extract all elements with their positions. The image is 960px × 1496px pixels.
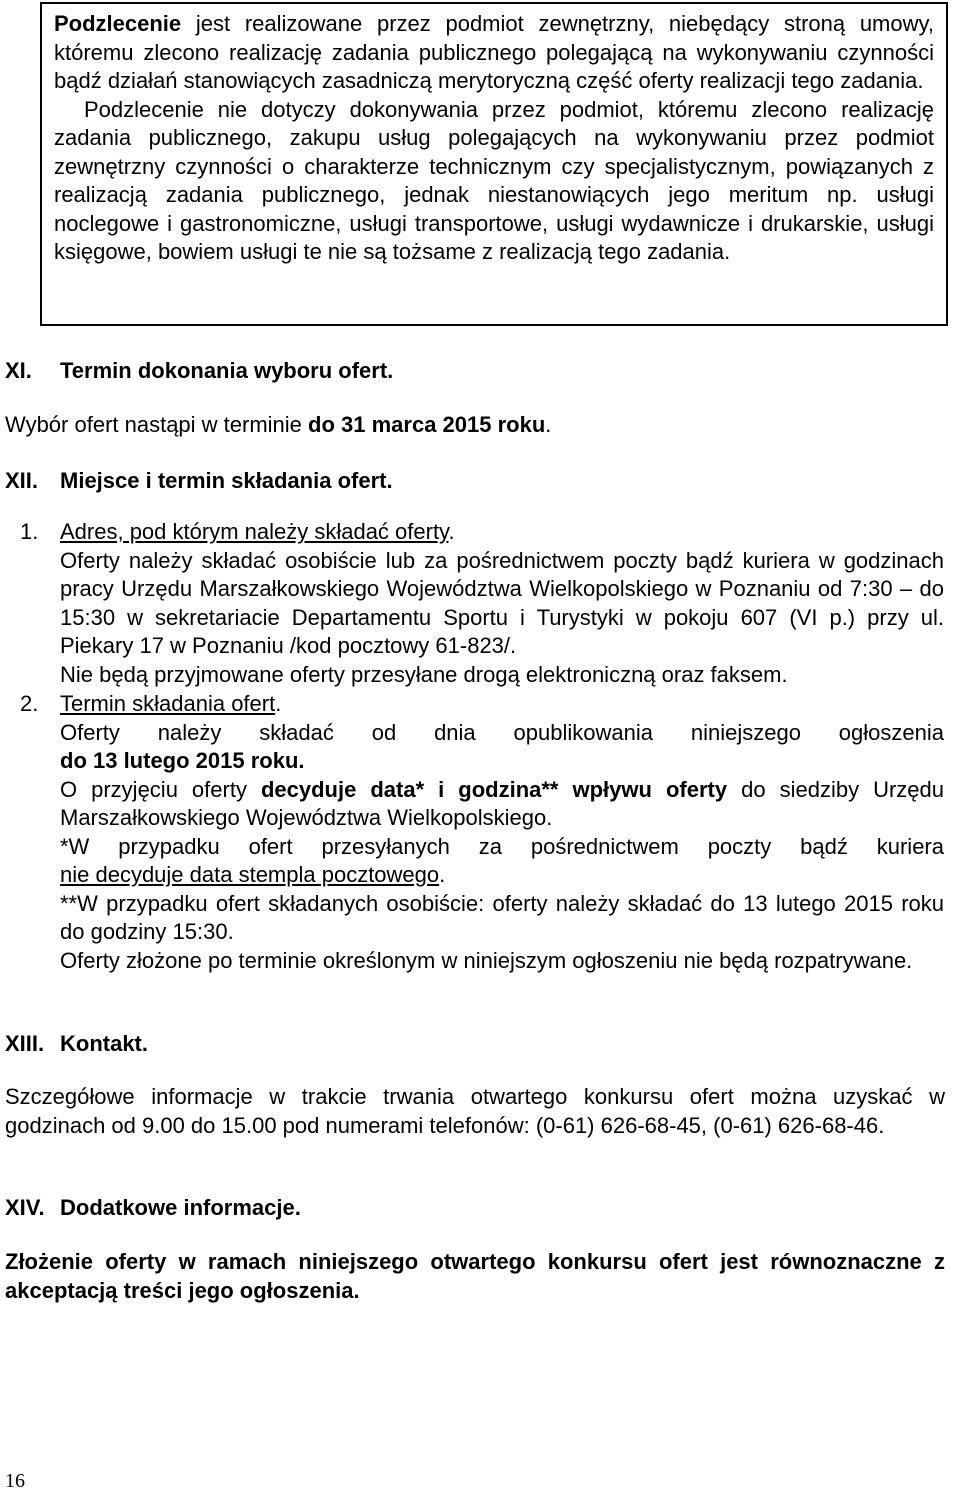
item-text-a: Oferty należy składać od dnia opublikowania niniejszego ogłoszenia — [60, 719, 944, 745]
item-text-c-2 — [60, 861, 944, 890]
item-title — [60, 518, 944, 547]
section-number: XIV. — [5, 1195, 45, 1220]
item-1 — [20, 518, 944, 689]
item-title-end: . — [448, 519, 455, 544]
item-text-e: Oferty złożone po terminie określonym w niniejszym ogłoszeniu nie będą rozpatrywane. — [60, 947, 913, 973]
text-end: . — [545, 412, 552, 437]
deadline-date: do 31 marca 2015 roku — [308, 412, 546, 437]
item-title-end: . — [275, 691, 282, 716]
section-xi-heading — [5, 357, 393, 386]
item-text-c: *W przypadku ofert przesyłanych za pośrednictwem poczty bądź kuriera — [60, 833, 944, 859]
section-title: Termin dokonania wyboru ofert. — [60, 358, 394, 383]
subcontracting-info-box — [40, 2, 948, 326]
section-xii-heading — [5, 467, 393, 496]
item-body-2: Nie będą przyjmowane oferty przesyłane drogą elektroniczną oraz faksem. — [60, 661, 788, 687]
box-paragraph-2: Podzlecenie nie dotyczy dokonywania przez podmiot, któremu zlecono realizację zadania publicznego, zakupu usług polegających na wykonywaniu przez podmiot zewnętrzny czynności o charakterze technicznym czy specjalistycznym, powiązanych z realizacją zadania publicznego, jednak niestanowiących jego meritum np. usługi noclegowe i gastronomiczne, usługi transportowe, usługi wydawnicze i drukarskie, usługi księgowe, bowiem usługi te nie są tożsame z realizacją tego zadania. — [54, 96, 934, 264]
item-2 — [20, 690, 944, 975]
item-text-d: **W przypadku ofert składanych osobiście: oferty należy składać do 13 lutego 2015 roku do godziny 15:30. — [60, 890, 944, 944]
item-number: 2. — [20, 691, 39, 716]
item-title-text: Adres, pod którym należy składać oferty — [60, 519, 449, 544]
underlined-text: nie decyduje data stempla pocztowego — [60, 862, 440, 887]
box-paragraph-1 — [54, 10, 934, 96]
text-end: . — [439, 862, 446, 887]
section-title: Dodatkowe informacje. — [60, 1195, 301, 1220]
section-number: XI. — [5, 358, 32, 383]
section-xiv-heading — [5, 1194, 301, 1223]
section-xiii-heading — [5, 1030, 148, 1059]
item-deadline: do 13 lutego 2015 roku. — [60, 748, 305, 773]
section-number: XII. — [5, 468, 39, 493]
text: O przyjęciu oferty — [60, 776, 261, 802]
bold-text: decyduje data* i godzina** wpływu oferty — [260, 776, 728, 802]
section-xiii-text: Szczegółowe informacje w trakcie trwania otwartego konkursu ofert można uzyskać w godzinach od 9.00 do 15.00 pod numerami telefonów: (0-61) 626-68-45, (0-61) 626-68-46. — [5, 1084, 945, 1138]
item-title — [60, 690, 944, 719]
section-title: Miejsce i termin składania ofert. — [60, 468, 393, 493]
section-xi-text — [5, 411, 945, 440]
box-term: Podzlecenie — [54, 11, 182, 36]
box-p1-text: jest realizowane przez podmiot zewnętrzny, niebędący stroną umowy, któremu zlecono realizację zadania publicznego polegającą na wykonywaniu czynności bądź działań stanowiących zasadniczą merytoryczną część oferty realizacji tego zadania. — [54, 11, 934, 93]
item-body: Oferty należy składać osobiście lub za pośrednictwem poczty bądź kuriera w godzinach pracy Urzędu Marszałkowskiego Województwa Wielkopolskiego w Poznaniu od 7:30 – do 15:30 w sekretariacie Departamentu Sportu i Turystyki w pokoju 607 (VI p.) przy ul. Piekary 17 w Poznaniu /kod pocztowy 61-823/. — [60, 547, 944, 658]
text: Wybór ofert nastąpi w terminie — [5, 412, 309, 437]
section-title: Kontakt. — [60, 1031, 148, 1056]
item-number: 1. — [20, 519, 39, 544]
section-xiv-text: Złożenie oferty w ramach niniejszego otwartego konkursu ofert jest równoznaczne z akceptacją treści jego ogłoszenia. — [5, 1249, 945, 1303]
item-text-b — [60, 776, 944, 833]
text: do siedziby Urzędu Marszałkowskiego Województwa Wielkopolskiego. — [60, 776, 944, 830]
section-number: XIII. — [5, 1031, 45, 1056]
item-title-text: Termin składania ofert — [60, 691, 276, 716]
page-number: 16 — [5, 1470, 25, 1492]
